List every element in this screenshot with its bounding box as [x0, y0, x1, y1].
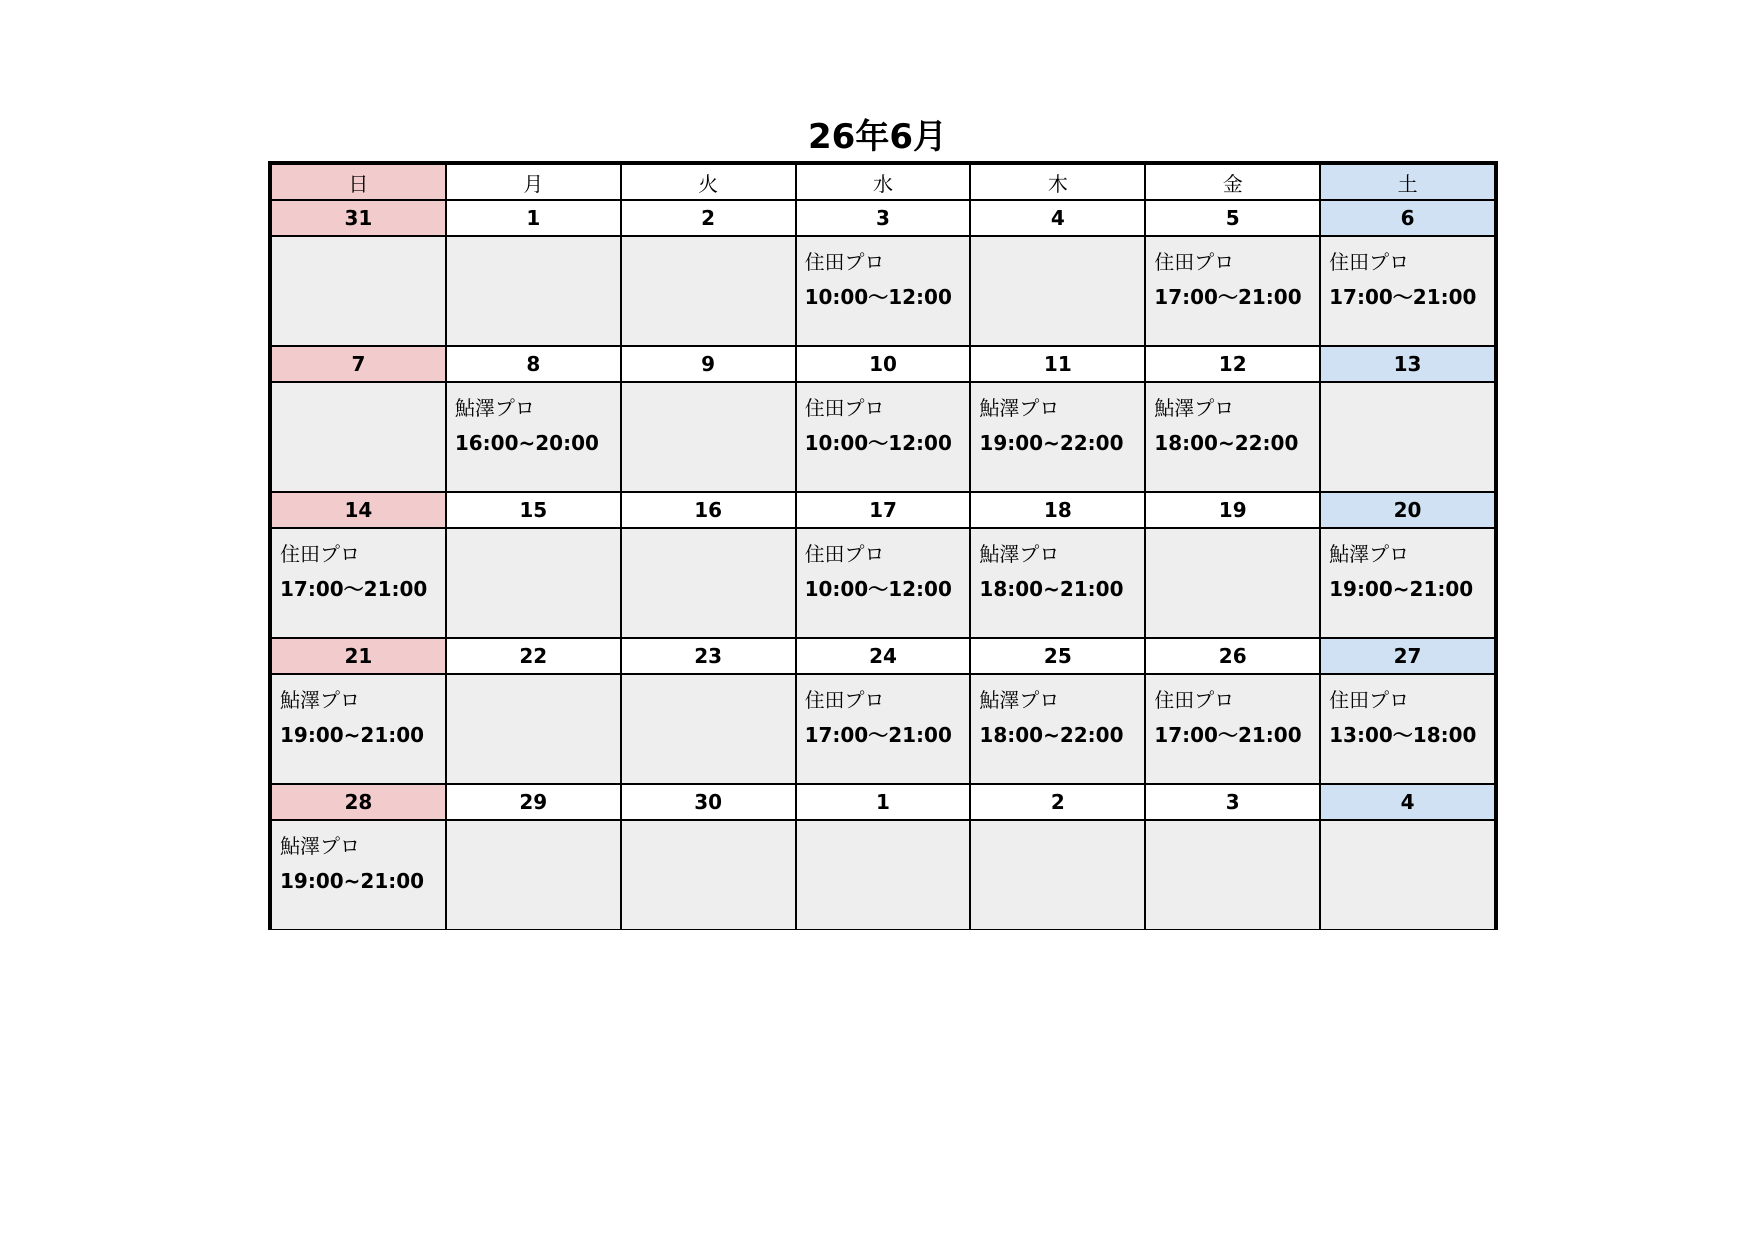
event-cell: [797, 237, 970, 345]
event-time: 17:00～21:00: [280, 577, 428, 601]
day-number: 5: [1146, 201, 1319, 235]
day-number: 19: [1146, 493, 1319, 527]
calendar-title: 26年6月: [808, 117, 947, 157]
day-number: 9: [622, 347, 795, 381]
event-cell: [971, 383, 1144, 491]
event-cell: [797, 821, 970, 929]
day-number: 26: [1146, 639, 1319, 673]
event-name: 鮎澤プロ: [280, 834, 360, 858]
day-number: 13: [1321, 347, 1494, 381]
day-number: 24: [797, 639, 970, 673]
event-name: 鮎澤プロ: [280, 688, 360, 712]
event-time: 19:00~22:00: [979, 431, 1124, 455]
event-cell: [1321, 821, 1494, 929]
day-number: 8: [447, 347, 620, 381]
event-name: 住田プロ: [804, 396, 885, 420]
day-number: 11: [971, 347, 1144, 381]
event-time: 10:00～12:00: [804, 285, 952, 309]
event-cell: [447, 237, 620, 345]
event-cell: [622, 821, 795, 929]
event-name: 住田プロ: [1154, 250, 1235, 274]
event-cell: [447, 383, 620, 491]
event-cell: [447, 821, 620, 929]
event-cell: [272, 675, 445, 783]
event-cell: [971, 675, 1144, 783]
event-cell: [797, 383, 970, 491]
day-number: 17: [797, 493, 970, 527]
day-number: 28: [272, 785, 445, 819]
day-number: 16: [622, 493, 795, 527]
event-cell: [622, 383, 795, 491]
event-cell: [1321, 237, 1494, 345]
event-time: 19:00~21:00: [1329, 577, 1474, 601]
day-number: 1: [797, 785, 970, 819]
event-cell: [272, 821, 445, 929]
day-number: 21: [272, 639, 445, 673]
event-cell: [1146, 529, 1319, 637]
weekday-tuesday: 火: [622, 165, 795, 199]
event-time: 17:00～21:00: [804, 723, 952, 747]
event-time: 18:00~22:00: [1154, 431, 1299, 455]
event-time: 17:00～21:00: [1154, 723, 1302, 747]
day-number: 14: [272, 493, 445, 527]
event-cell: [1321, 529, 1494, 637]
weekday-saturday: 土: [1321, 165, 1494, 199]
weekday-friday: 金: [1146, 165, 1319, 199]
day-number: 1: [447, 201, 620, 235]
day-number: 22: [447, 639, 620, 673]
day-number: 2: [971, 785, 1144, 819]
event-cell: [1146, 237, 1319, 345]
day-number: 2: [622, 201, 795, 235]
event-time: 10:00～12:00: [804, 577, 952, 601]
day-number: 31: [272, 201, 445, 235]
event-name: 住田プロ: [1154, 688, 1235, 712]
day-number: 3: [1146, 785, 1319, 819]
event-cell: [971, 821, 1144, 929]
event-time: 17:00～21:00: [1329, 285, 1477, 309]
day-number: 4: [971, 201, 1144, 235]
event-name: 鮎澤プロ: [979, 542, 1060, 566]
day-number: 15: [447, 493, 620, 527]
event-name: 鮎澤プロ: [1154, 396, 1235, 420]
event-name: 住田プロ: [804, 688, 885, 712]
event-cell: [272, 383, 445, 491]
weekday-monday: 月: [447, 165, 620, 199]
day-number: 10: [797, 347, 970, 381]
event-cell: [447, 675, 620, 783]
event-time: 13:00～18:00: [1329, 723, 1477, 747]
day-number: 27: [1321, 639, 1494, 673]
event-cell: [971, 237, 1144, 345]
event-cell: [797, 529, 970, 637]
event-name: 住田プロ: [804, 542, 885, 566]
event-time: 10:00～12:00: [804, 431, 952, 455]
event-cell: [797, 675, 970, 783]
event-cell: [1321, 675, 1494, 783]
day-number: 25: [971, 639, 1144, 673]
event-name: 鮎澤プロ: [979, 396, 1060, 420]
event-cell: [622, 675, 795, 783]
day-number: 6: [1321, 201, 1494, 235]
day-number: 3: [797, 201, 970, 235]
event-name: 鮎澤プロ: [979, 688, 1060, 712]
calendar-grid: [268, 161, 1498, 930]
event-cell: [272, 237, 445, 345]
day-number: 20: [1321, 493, 1494, 527]
event-name: 住田プロ: [1329, 688, 1410, 712]
event-cell: [622, 237, 795, 345]
event-name: 住田プロ: [804, 250, 885, 274]
day-number: 23: [622, 639, 795, 673]
event-time: 19:00~21:00: [280, 869, 425, 893]
weekday-wednesday: 水: [797, 165, 970, 199]
event-cell: [1321, 383, 1494, 491]
weekday-thursday: 木: [971, 165, 1144, 199]
event-time: 19:00~21:00: [280, 723, 425, 747]
event-cell: [447, 529, 620, 637]
day-number: 30: [622, 785, 795, 819]
event-name: 鮎澤プロ: [454, 396, 535, 420]
event-time: 18:00~21:00: [979, 577, 1124, 601]
day-number: 18: [971, 493, 1144, 527]
day-number: 7: [272, 347, 445, 381]
weekday-sunday: 日: [272, 165, 445, 199]
event-time: 17:00～21:00: [1154, 285, 1302, 309]
event-cell: [971, 529, 1144, 637]
event-cell: [1146, 675, 1319, 783]
event-cell: [1146, 383, 1319, 491]
day-number: 29: [447, 785, 620, 819]
event-cell: [1146, 821, 1319, 929]
event-cell: [272, 529, 445, 637]
event-cell: [622, 529, 795, 637]
event-time: 16:00~20:00: [454, 431, 599, 455]
event-name: 鮎澤プロ: [1329, 542, 1410, 566]
day-number: 12: [1146, 347, 1319, 381]
event-name: 住田プロ: [280, 542, 360, 566]
day-number: 4: [1321, 785, 1494, 819]
event-name: 住田プロ: [1329, 250, 1410, 274]
event-time: 18:00~22:00: [979, 723, 1124, 747]
